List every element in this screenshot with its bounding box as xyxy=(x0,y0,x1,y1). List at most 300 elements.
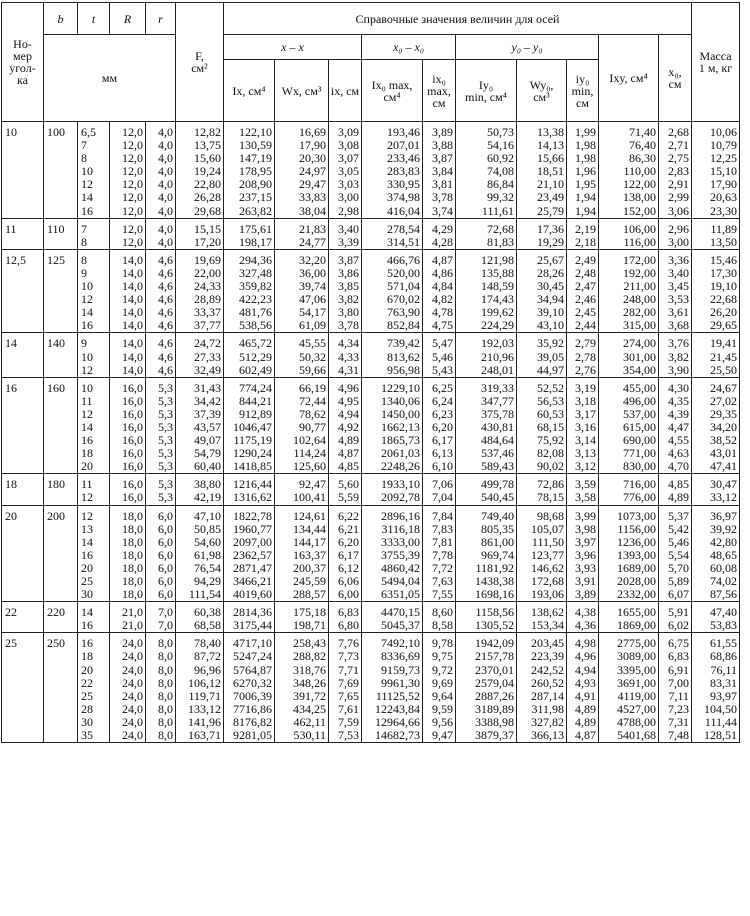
angle-number: 14 xyxy=(2,333,44,377)
cell-value: 193,46 xyxy=(387,125,420,139)
cell-value: 12,0 xyxy=(122,234,143,249)
col-ix-values xyxy=(224,602,275,633)
cell-value: 5,37 xyxy=(668,508,689,523)
cell-value: 969,74 xyxy=(481,547,514,562)
col-x0-values xyxy=(659,377,692,474)
table-row xyxy=(2,602,740,633)
cell-value: 7716,86 xyxy=(233,701,272,716)
cell-value: 15,15 xyxy=(194,221,221,236)
cell-value: 7006,39 xyxy=(233,688,272,703)
cell-value: 1156,00 xyxy=(617,521,656,536)
cell-value: 4860,42 xyxy=(381,560,420,575)
col-header-F: F, см² xyxy=(176,3,224,122)
cell-value: 5,91 xyxy=(668,605,689,620)
cell-value: 2362,57 xyxy=(233,547,272,562)
table-row xyxy=(2,249,740,333)
cell-value: 81,83 xyxy=(487,234,514,249)
cell-value: 32,49 xyxy=(194,362,221,377)
cell-value: 3,59 xyxy=(575,477,596,492)
cell-value: 29,47 xyxy=(299,177,326,192)
cell-value: 7,83 xyxy=(432,521,453,536)
cell-value: 10,06 xyxy=(710,125,737,139)
cell-value: 27,33 xyxy=(194,349,221,364)
cell-value: 7,48 xyxy=(668,728,689,743)
cell-value: 6,22 xyxy=(338,508,359,523)
cell-value: 260,52 xyxy=(531,675,564,690)
col-m-values xyxy=(692,249,740,333)
cell-value: 615,00 xyxy=(623,419,656,434)
cell-value: 13,50 xyxy=(710,234,737,249)
cell-value: 3,78 xyxy=(432,190,453,205)
cell-value: 2,46 xyxy=(575,292,596,307)
cell-value: 3,76 xyxy=(668,336,689,351)
cell-value: 6,23 xyxy=(432,406,453,421)
col-ix-values xyxy=(329,122,362,219)
cell-value: 148,59 xyxy=(481,279,514,294)
cell-value: 4,6 xyxy=(158,349,173,364)
col-t-values xyxy=(78,505,110,602)
cell-value: 3089,00 xyxy=(617,649,656,664)
col-f-values xyxy=(176,377,224,474)
cell-value: 2248,26 xyxy=(381,459,420,474)
cell-value: 18,0 xyxy=(122,587,143,602)
cell-value: 124,61 xyxy=(293,508,326,523)
col-m-values xyxy=(692,218,740,249)
cell-value: 25,79 xyxy=(537,203,564,218)
cell-value: 1158,56 xyxy=(475,605,514,620)
cell-value: 852,84 xyxy=(387,318,420,333)
cell-value: 4,70 xyxy=(668,459,689,474)
cell-value: 34,42 xyxy=(194,393,221,408)
cell-value: 93,97 xyxy=(710,688,737,703)
cell-value: 3,18 xyxy=(575,393,596,408)
cell-value: 17,30 xyxy=(710,265,737,280)
cell-value: 4,0 xyxy=(158,203,173,218)
cell-value: 12 xyxy=(81,508,93,523)
cell-value: 223,39 xyxy=(531,649,564,664)
cell-value: 52,52 xyxy=(537,380,564,395)
cell-value: 16,0 xyxy=(122,406,143,421)
angle-number: 20 xyxy=(2,505,44,602)
col-header-b: b xyxy=(44,3,78,35)
cell-value: 319,33 xyxy=(481,380,514,395)
col-r-values xyxy=(146,602,176,633)
cell-value: 98,68 xyxy=(537,508,564,523)
cell-value: 813,62 xyxy=(387,349,420,364)
cell-value: 11,89 xyxy=(710,221,737,236)
cell-value: 3388,98 xyxy=(475,714,514,729)
cell-value: 4,28 xyxy=(432,234,453,249)
cell-value: 3,36 xyxy=(668,252,689,267)
cell-value: 12 xyxy=(81,292,93,307)
cell-value: 763,90 xyxy=(387,305,420,320)
col-header-r: r xyxy=(146,3,176,35)
cell-value: 25 xyxy=(81,574,93,588)
cell-value: 14 xyxy=(81,534,93,549)
cell-value: 37,39 xyxy=(194,406,221,421)
cell-value: 10 xyxy=(81,279,93,294)
cell-value: 4,0 xyxy=(158,190,173,205)
col-ix0-values xyxy=(362,122,423,219)
cell-value: 13,75 xyxy=(194,138,221,153)
cell-value: 178,95 xyxy=(239,164,272,179)
col-r-values xyxy=(110,122,146,219)
cell-value: 22,80 xyxy=(194,177,221,192)
col-ixy-values xyxy=(599,249,659,333)
cell-value: 9,78 xyxy=(432,636,453,651)
cell-value: 4,36 xyxy=(575,618,596,633)
cell-value: 245,59 xyxy=(293,574,326,588)
col-t-values xyxy=(78,218,110,249)
cell-value: 4,33 xyxy=(338,349,359,364)
cell-value: 14 xyxy=(81,419,93,434)
cell-value: 4,29 xyxy=(432,221,453,236)
angle-number: 18 xyxy=(2,474,44,505)
cell-value: 50,73 xyxy=(487,125,514,139)
col-ix0-values xyxy=(362,633,423,743)
cell-value: 11 xyxy=(81,477,93,492)
cell-value: 3755,39 xyxy=(381,547,420,562)
cell-value: 6,80 xyxy=(338,618,359,633)
cell-value: 3,40 xyxy=(668,265,689,280)
cell-value: 21,0 xyxy=(122,605,143,620)
cell-value: 19,41 xyxy=(710,336,737,351)
cell-value: 4,89 xyxy=(338,433,359,448)
col-ix0-values xyxy=(362,218,423,249)
col-header-ix: ix, см xyxy=(329,60,362,122)
cell-value: 7,65 xyxy=(338,688,359,703)
col-iy0-values xyxy=(456,218,517,249)
col-ix-values xyxy=(224,122,275,219)
cell-value: 30 xyxy=(81,714,93,729)
col-r-values xyxy=(146,633,176,743)
cell-value: 739,42 xyxy=(387,336,420,351)
cell-value: 6,75 xyxy=(668,636,689,651)
cell-value: 111,54 xyxy=(188,587,221,602)
cell-value: 35 xyxy=(81,728,93,743)
cell-value: 14,0 xyxy=(122,318,143,333)
cell-value: 2,99 xyxy=(668,190,689,205)
cell-value: 3,53 xyxy=(668,292,689,307)
col-ix0-values xyxy=(423,122,456,219)
col-ix0-values xyxy=(362,377,423,474)
col-header-Wy0: Wy₀, см³ xyxy=(517,60,567,122)
col-iy0-values xyxy=(456,602,517,633)
col-ix0-values xyxy=(423,218,456,249)
cell-value: 4,91 xyxy=(575,688,596,703)
cell-value: 7,71 xyxy=(338,662,359,677)
cell-value: 36,97 xyxy=(710,508,737,523)
cell-value: 1689,00 xyxy=(617,560,656,575)
col-iy0-values xyxy=(567,333,599,377)
angle-b: 180 xyxy=(44,474,78,505)
cell-value: 47,10 xyxy=(194,508,221,523)
cell-value: 2,47 xyxy=(575,279,596,294)
cell-value: 4,75 xyxy=(432,318,453,333)
col-ix0-values xyxy=(423,602,456,633)
cell-value: 3,87 xyxy=(432,151,453,166)
cell-value: 589,43 xyxy=(481,459,514,474)
cell-value: 374,98 xyxy=(387,190,420,205)
cell-value: 172,00 xyxy=(623,252,656,267)
cell-value: 121,98 xyxy=(481,252,514,267)
cell-value: 7,84 xyxy=(432,508,453,523)
cell-value: 54,17 xyxy=(299,305,326,320)
cell-value: 716,00 xyxy=(623,477,656,492)
cell-value: 54,60 xyxy=(194,534,221,549)
cell-value: 391,72 xyxy=(293,688,326,703)
cell-value: 106,12 xyxy=(188,675,221,690)
cell-value: 14,0 xyxy=(122,279,143,294)
cell-value: 2370,01 xyxy=(475,662,514,677)
cell-value: 135,88 xyxy=(481,265,514,280)
cell-value: 1822,78 xyxy=(233,508,272,523)
col-ixy-values xyxy=(599,633,659,743)
cell-value: 16,0 xyxy=(122,380,143,395)
cell-value: 25,50 xyxy=(710,362,737,377)
cell-value: 2,68 xyxy=(668,125,689,139)
cell-value: 224,29 xyxy=(481,318,514,333)
cell-value: 6,06 xyxy=(338,574,359,588)
cell-value: 354,00 xyxy=(623,362,656,377)
cell-value: 530,11 xyxy=(293,728,326,743)
col-ixy-values xyxy=(599,122,659,219)
col-x0-values xyxy=(659,505,692,602)
cell-value: 288,82 xyxy=(293,649,326,664)
cell-value: 2332,00 xyxy=(617,587,656,602)
col-r-values xyxy=(110,249,146,333)
cell-value: 12 xyxy=(81,177,93,192)
cell-value: 6,00 xyxy=(338,587,359,602)
cell-value: 21,83 xyxy=(299,221,326,236)
angle-number: 25 xyxy=(2,633,44,743)
cell-value: 24,0 xyxy=(122,701,143,716)
cell-value: 4717,10 xyxy=(233,636,272,651)
cell-value: 366,13 xyxy=(531,728,564,743)
cell-value: 6,07 xyxy=(668,587,689,602)
cell-value: 3,82 xyxy=(668,349,689,364)
cell-value: 2,49 xyxy=(575,252,596,267)
cell-value: 4,89 xyxy=(575,714,596,729)
cell-value: 74,08 xyxy=(487,164,514,179)
cell-value: 4,95 xyxy=(338,393,359,408)
cell-value: 7,53 xyxy=(338,728,359,743)
cell-value: 94,29 xyxy=(194,574,221,588)
cell-value: 462,11 xyxy=(293,714,326,729)
cell-value: 119,71 xyxy=(188,688,221,703)
col-t-values xyxy=(78,249,110,333)
cell-value: 1865,73 xyxy=(381,433,420,448)
col-r-values xyxy=(110,333,146,377)
cell-value: 1073,00 xyxy=(617,508,656,523)
cell-value: 4,0 xyxy=(158,151,173,166)
cell-value: 2887,26 xyxy=(475,688,514,703)
cell-value: 15,66 xyxy=(537,151,564,166)
cell-value: 9,69 xyxy=(432,675,453,690)
cell-value: 3,86 xyxy=(338,265,359,280)
col-f-values xyxy=(176,505,224,602)
col-header-Ix: Ix, см⁴ xyxy=(224,60,275,122)
cell-value: 6,12 xyxy=(338,560,359,575)
cell-value: 8,0 xyxy=(158,688,173,703)
cell-value: 14 xyxy=(81,305,93,320)
cell-value: 3,84 xyxy=(432,164,453,179)
col-x0-values xyxy=(659,122,692,219)
cell-value: 211,00 xyxy=(623,279,656,294)
cell-value: 9281,05 xyxy=(233,728,272,743)
cell-value: 130,59 xyxy=(239,138,272,153)
cell-value: 3,90 xyxy=(668,362,689,377)
cell-value: 861,00 xyxy=(481,534,514,549)
cell-value: 25 xyxy=(81,688,93,703)
cell-value: 208,90 xyxy=(239,177,272,192)
cell-value: 233,46 xyxy=(387,151,420,166)
cell-value: 2,83 xyxy=(668,164,689,179)
col-ix-values xyxy=(329,249,362,333)
col-x0-values xyxy=(659,474,692,505)
col-wx-values xyxy=(275,122,329,219)
cell-value: 12,0 xyxy=(122,221,143,236)
cell-value: 538,56 xyxy=(239,318,272,333)
col-f-values xyxy=(176,218,224,249)
col-x0-values xyxy=(659,218,692,249)
cell-value: 348,26 xyxy=(293,675,326,690)
cell-value: 110,00 xyxy=(623,164,656,179)
cell-value: 21,10 xyxy=(537,177,564,192)
cell-value: 111,44 xyxy=(704,714,737,729)
cell-value: 4,84 xyxy=(432,279,453,294)
cell-value: 14,0 xyxy=(122,362,143,377)
cell-value: 43,57 xyxy=(194,419,221,434)
cell-value: 54,16 xyxy=(487,138,514,153)
col-r-values xyxy=(146,505,176,602)
cell-value: 24,0 xyxy=(122,662,143,677)
cell-value: 6351,05 xyxy=(381,587,420,602)
cell-value: 10,79 xyxy=(710,138,737,153)
col-wy0-values xyxy=(517,633,567,743)
cell-value: 3,99 xyxy=(575,508,596,523)
cell-value: 4,96 xyxy=(575,649,596,664)
cell-value: 9,75 xyxy=(432,649,453,664)
cell-value: 18 xyxy=(81,446,93,461)
cell-value: 14 xyxy=(81,605,93,620)
cell-value: 6,0 xyxy=(158,547,173,562)
cell-value: 8,0 xyxy=(158,662,173,677)
col-header-ref-values: Справочные значения величин для осей xyxy=(224,3,692,35)
cell-value: 12,0 xyxy=(122,125,143,139)
table-row xyxy=(2,122,740,219)
cell-value: 17,36 xyxy=(537,221,564,236)
cell-value: 90,02 xyxy=(537,459,564,474)
cell-value: 5,3 xyxy=(158,393,173,408)
cell-value: 1960,77 xyxy=(233,521,272,536)
cell-value: 5,3 xyxy=(158,446,173,461)
cell-value: 4,6 xyxy=(158,279,173,294)
cell-value: 39,92 xyxy=(710,521,737,536)
cell-value: 8,0 xyxy=(158,649,173,664)
cell-value: 20 xyxy=(81,662,93,677)
cell-value: 3,89 xyxy=(432,125,453,139)
cell-value: 2814,36 xyxy=(233,605,272,620)
cell-value: 496,00 xyxy=(623,393,656,408)
cell-value: 274,00 xyxy=(623,336,656,351)
cell-value: 3,03 xyxy=(338,177,359,192)
cell-value: 19,10 xyxy=(710,279,737,294)
cell-value: 3879,37 xyxy=(475,728,514,743)
cell-value: 12,0 xyxy=(122,164,143,179)
col-f-values xyxy=(176,333,224,377)
cell-value: 15,10 xyxy=(710,164,737,179)
cell-value: 5,47 xyxy=(432,336,453,351)
cell-value: 28,89 xyxy=(194,292,221,307)
cell-value: 3,05 xyxy=(338,164,359,179)
cell-value: 11125,52 xyxy=(375,688,420,703)
cell-value: 2061,03 xyxy=(381,446,420,461)
cell-value: 18,0 xyxy=(122,574,143,588)
cell-value: 2,75 xyxy=(668,151,689,166)
col-iy0-values xyxy=(456,474,517,505)
col-ix0-values xyxy=(362,474,423,505)
cell-value: 18,0 xyxy=(122,560,143,575)
col-ix0-values xyxy=(423,474,456,505)
cell-value: 4,6 xyxy=(158,362,173,377)
col-r-values xyxy=(110,218,146,249)
col-r-values xyxy=(110,474,146,505)
cell-value: 153,34 xyxy=(531,618,564,633)
cell-value: 3,93 xyxy=(575,560,596,575)
col-m-values xyxy=(692,474,740,505)
col-ixy-values xyxy=(599,474,659,505)
cell-value: 6,0 xyxy=(158,521,173,536)
cell-value: 1316,62 xyxy=(233,490,272,505)
col-iy0-values xyxy=(567,505,599,602)
col-r-values xyxy=(110,377,146,474)
cell-value: 60,08 xyxy=(710,560,737,575)
col-iy0-values xyxy=(567,377,599,474)
cell-value: 956,98 xyxy=(387,362,420,377)
cell-value: 23,49 xyxy=(537,190,564,205)
cell-value: 1340,06 xyxy=(381,393,420,408)
angle-number: 22 xyxy=(2,602,44,633)
cell-value: 28,26 xyxy=(537,265,564,280)
cell-value: 1869,00 xyxy=(617,618,656,633)
cell-value: 5,54 xyxy=(668,547,689,562)
col-wx-values xyxy=(275,633,329,743)
cell-value: 33,12 xyxy=(710,490,737,505)
cell-value: 15,60 xyxy=(194,151,221,166)
cell-value: 16 xyxy=(81,636,93,651)
cell-value: 76,11 xyxy=(710,662,737,677)
cell-value: 96,96 xyxy=(194,662,221,677)
cell-value: 22,68 xyxy=(710,292,737,307)
cell-value: 20,30 xyxy=(299,151,326,166)
cell-value: 318,76 xyxy=(293,662,326,677)
cell-value: 61,09 xyxy=(299,318,326,333)
cell-value: 78,62 xyxy=(299,406,326,421)
cell-value: 4,87 xyxy=(575,728,596,743)
cell-value: 314,51 xyxy=(387,234,420,249)
col-ix-values xyxy=(329,474,362,505)
col-ix-values xyxy=(224,505,275,602)
col-wy0-values xyxy=(517,333,567,377)
cell-value: 128,51 xyxy=(704,728,737,743)
cell-value: 3116,18 xyxy=(381,521,420,536)
cell-value: 3,74 xyxy=(432,203,453,218)
cell-value: 3,08 xyxy=(338,138,359,153)
cell-value: 4019,60 xyxy=(233,587,272,602)
cell-value: 416,04 xyxy=(387,203,420,218)
col-r-values xyxy=(146,218,176,249)
